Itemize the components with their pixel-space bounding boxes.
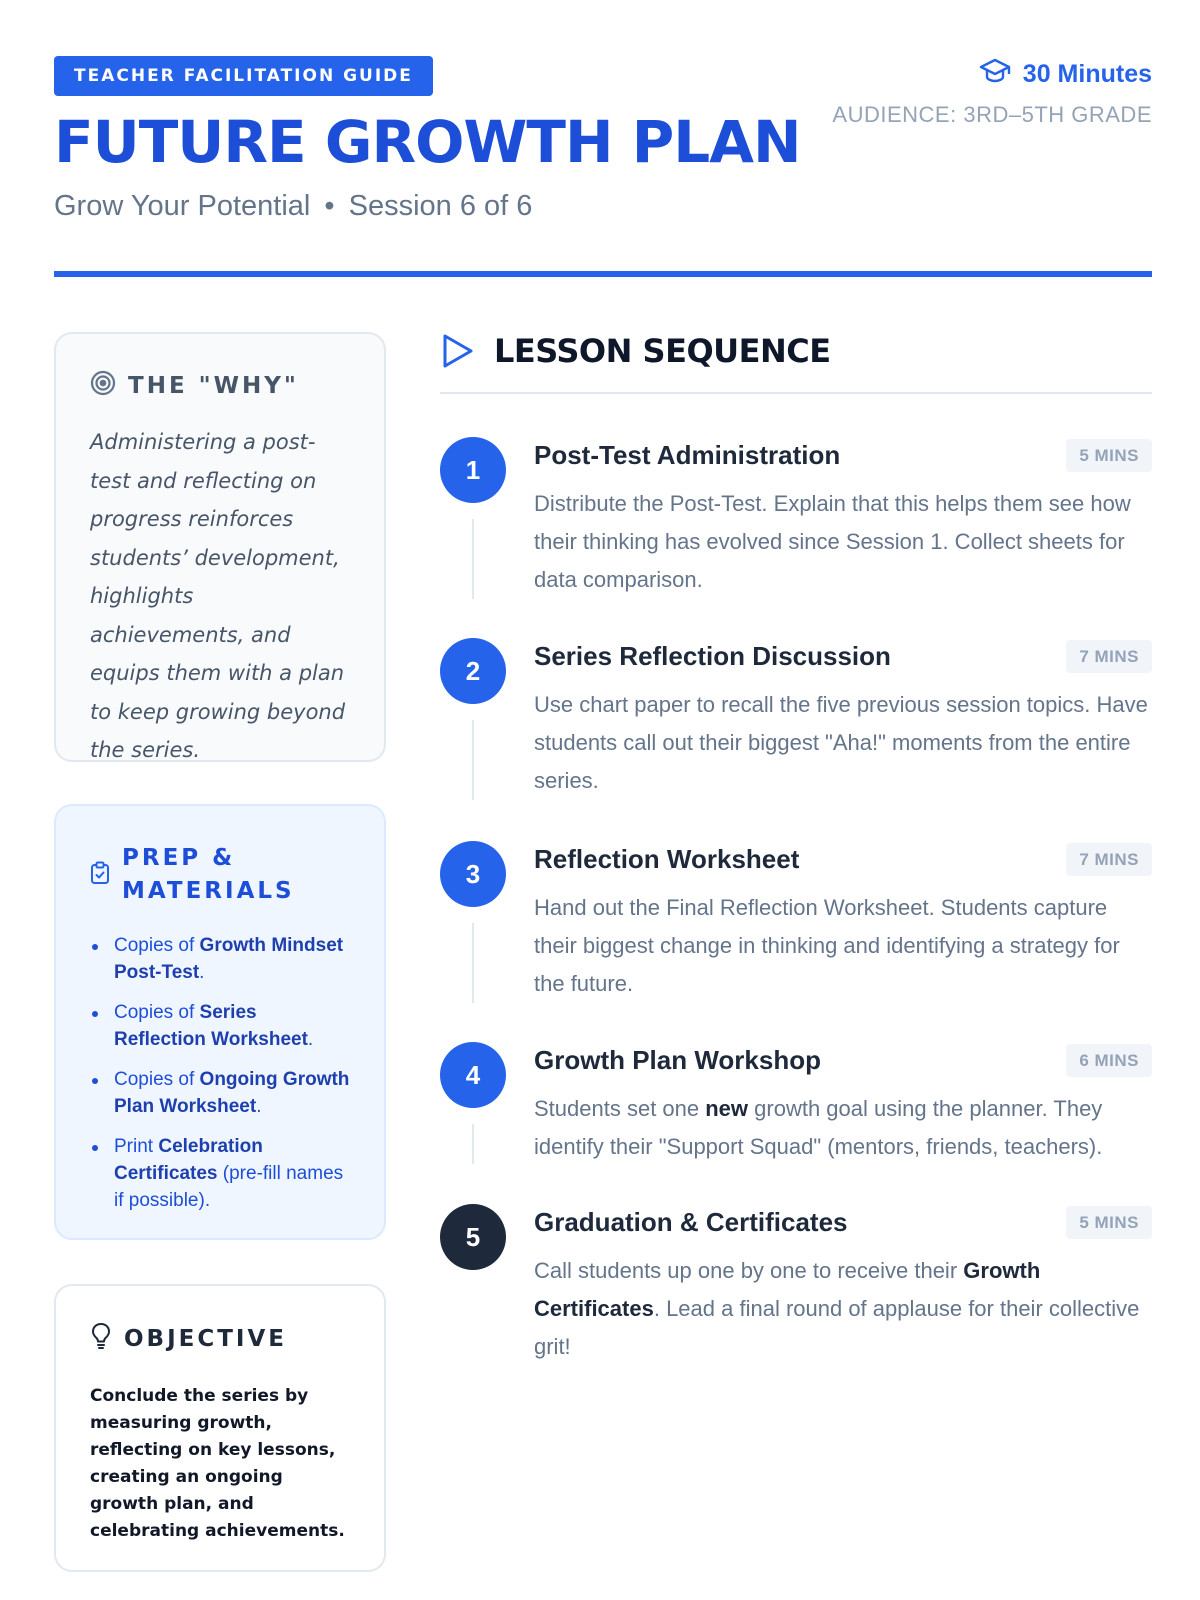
target-icon: [90, 370, 116, 401]
lesson-step-1: [440, 437, 1152, 597]
step-number: 1: [440, 437, 506, 503]
step-duration-badge: 7 MINS: [1066, 843, 1152, 876]
lesson-sequence-title: LESSON SEQUENCE: [494, 332, 831, 370]
objective-text: Conclude the series by measuring growth, reflecting on key lessons, creating an ongoing growth plan, and celebrating achievements.: [90, 1386, 345, 1541]
guide-badge: TEACHER FACILITATION GUIDE: [54, 56, 433, 96]
step-title: Reflection Worksheet: [534, 843, 800, 874]
prep-header: [90, 842, 350, 908]
prep-card: [54, 804, 386, 1240]
step-title: Series Reflection Discussion: [534, 640, 891, 671]
step-number: 5: [440, 1204, 506, 1270]
page-title: FUTURE GROWTH PLAN: [54, 108, 801, 176]
step-number: 4: [440, 1042, 506, 1108]
step-duration-badge: 5 MINS: [1066, 1206, 1152, 1239]
why-header: [90, 370, 350, 401]
why-card: [54, 332, 386, 762]
subtitle-separator: •: [324, 190, 335, 222]
prep-item: Print Celebration Certificates (pre-fill names if possible).: [90, 1133, 350, 1214]
duration-text: 30 Minutes: [1022, 59, 1152, 88]
subtitle-session: Session 6 of 6: [348, 190, 533, 222]
audience-label: AUDIENCE: 3RD–5TH GRADE: [832, 102, 1152, 127]
step-content: [534, 1204, 1152, 1366]
duration-label: [979, 56, 1152, 92]
prep-item: Copies of Growth Mindset Post-Test.: [90, 932, 350, 986]
clipboard-check-icon: [90, 861, 110, 890]
objective-card: [54, 1284, 386, 1572]
lesson-step-2: [440, 638, 1152, 798]
step-duration-badge: 7 MINS: [1066, 640, 1152, 673]
prep-title: PREP & MATERIALS: [122, 845, 295, 904]
step-connector: [472, 923, 474, 1003]
step-content: [534, 437, 1152, 599]
step-content: [534, 638, 1152, 800]
step-description: Hand out the Final Reflection Worksheet. Students capture their biggest change in thinking and identifying a strategy for the future.: [534, 895, 1120, 996]
lesson-step-3: [440, 841, 1152, 1001]
step-description: Distribute the Post-Test. Explain that this helps them see how their thinking has evolved since Session 1. Collect sheets for data comparison.: [534, 491, 1131, 592]
lesson-step-5: [440, 1204, 1152, 1364]
objective-title: OBJECTIVE: [124, 1325, 287, 1352]
lightbulb-icon: [90, 1322, 112, 1355]
step-connector: [472, 720, 474, 800]
step-title: Growth Plan Workshop: [534, 1044, 821, 1075]
step-description: Call students up one by one to receive their Growth Certificates. Lead a final round of applause for their collective grit!: [534, 1258, 1140, 1359]
step-duration-badge: 6 MINS: [1066, 1044, 1152, 1077]
prep-item: Copies of Series Reflection Worksheet.: [90, 999, 350, 1053]
lesson-step-4: [440, 1042, 1152, 1172]
step-duration-badge: 5 MINS: [1066, 439, 1152, 472]
step-title: Graduation & Certificates: [534, 1206, 848, 1237]
step-description: Students set one new growth goal using the planner. They identify their "Support Squad" (mentors, friends, teachers).: [534, 1096, 1103, 1159]
step-number: 3: [440, 841, 506, 907]
step-connector: [472, 519, 474, 599]
objective-header: [90, 1322, 350, 1355]
subtitle-series: Grow Your Potential: [54, 190, 311, 222]
step-description: Use chart paper to recall the five previous session topics. Have students call out their biggest "Aha!" moments from the entire series.: [534, 692, 1148, 793]
step-content: [534, 841, 1152, 1003]
page-header: [54, 56, 1152, 280]
why-text: Administering a post-test and reflecting on progress reinforces students’ development, highlights achievements, and equips them with a plan to keep growing beyond the series.: [90, 430, 346, 762]
step-connector: [472, 1124, 474, 1164]
step-number: 2: [440, 638, 506, 704]
step-content: [534, 1042, 1152, 1166]
play-icon: [440, 332, 476, 375]
why-title: THE "WHY": [128, 372, 299, 399]
lesson-sequence-header: [440, 332, 1152, 394]
page-subtitle: [54, 190, 532, 223]
graduation-cap-icon: [979, 58, 1011, 91]
prep-list: [90, 932, 350, 1214]
step-title: Post-Test Administration: [534, 439, 841, 470]
header-divider: [54, 271, 1152, 277]
prep-item: Copies of Ongoing Growth Plan Worksheet.: [90, 1066, 350, 1120]
